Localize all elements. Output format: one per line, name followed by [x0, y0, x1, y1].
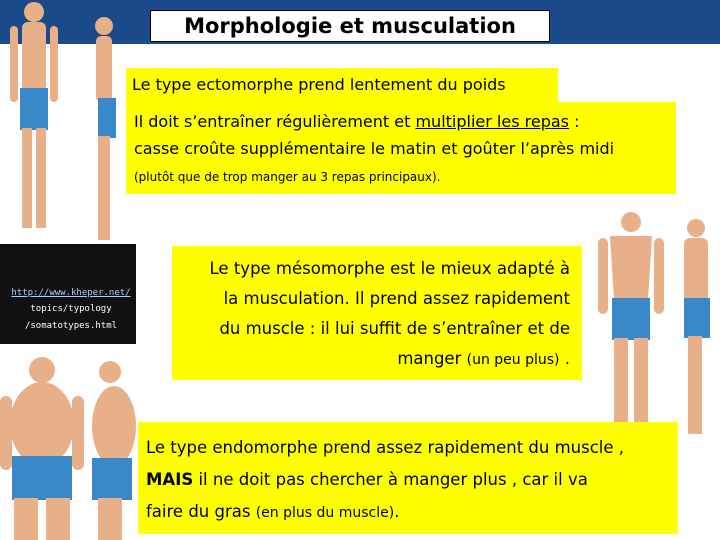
mesomorph-line-1: Le type mésomorphe est le mieux adapté à	[209, 259, 570, 278]
ectomorph-advice-line	[134, 108, 668, 135]
mesomorph-line-2: la musculation. Il prend assez rapidement	[223, 289, 570, 308]
endomorph-small-text: (en plus du muscle)	[255, 505, 395, 521]
mesomorph-text-end: .	[559, 349, 570, 368]
endomorph-front-figure	[0, 356, 84, 540]
endomorph-line-3	[146, 496, 670, 529]
mesomorph-text: manger	[397, 349, 467, 368]
mesomorph-description	[172, 246, 582, 380]
mesomorph-line-3: du muscle : il lui suffit de s’entraîner et de	[219, 319, 570, 338]
endomorph-bold-text: MAIS	[146, 470, 194, 489]
endomorph-line-1: Le type endomorphe prend assez rapidement du muscle ,	[146, 438, 625, 457]
ectomorph-underlined-text: multiplier les repas	[415, 112, 569, 131]
endomorph-text: il ne doit pas chercher à manger plus , car il va	[193, 470, 588, 489]
ectomorph-side-figure	[84, 16, 124, 246]
page-title: Morphologie et musculation	[150, 10, 550, 42]
ectomorph-heading: Le type ectomorphe prend lentement du poids	[126, 68, 558, 102]
endomorph-description	[138, 422, 678, 534]
mesomorph-small-text: (un peu plus)	[466, 352, 560, 368]
endomorph-side-figure	[88, 360, 138, 540]
ectomorph-text: Il doit s’entraîner régulièrement et	[134, 112, 416, 131]
ectomorph-text-end: :	[569, 112, 580, 131]
ectomorph-front-figure	[0, 0, 60, 240]
ectomorph-note: (plutôt que de trop manger au 3 repas principaux).	[134, 170, 441, 184]
source-link-path: topics/typology	[30, 304, 112, 314]
source-link-file: /somatotypes.html	[24, 321, 118, 331]
endomorph-text-end: .	[394, 502, 400, 521]
source-link[interactable]: http://www.kheper.net/	[11, 288, 131, 298]
mesomorph-side-figure	[674, 218, 718, 438]
endomorph-line-2	[146, 464, 670, 496]
ectomorph-advice-line-2: casse croûte supplémentaire le matin et goûter l’après midi	[134, 139, 615, 158]
mesomorph-front-figure	[596, 210, 666, 440]
endomorph-text-start: faire du gras	[146, 502, 256, 521]
ectomorph-advice	[126, 102, 676, 194]
mesomorph-line-4	[184, 344, 570, 375]
